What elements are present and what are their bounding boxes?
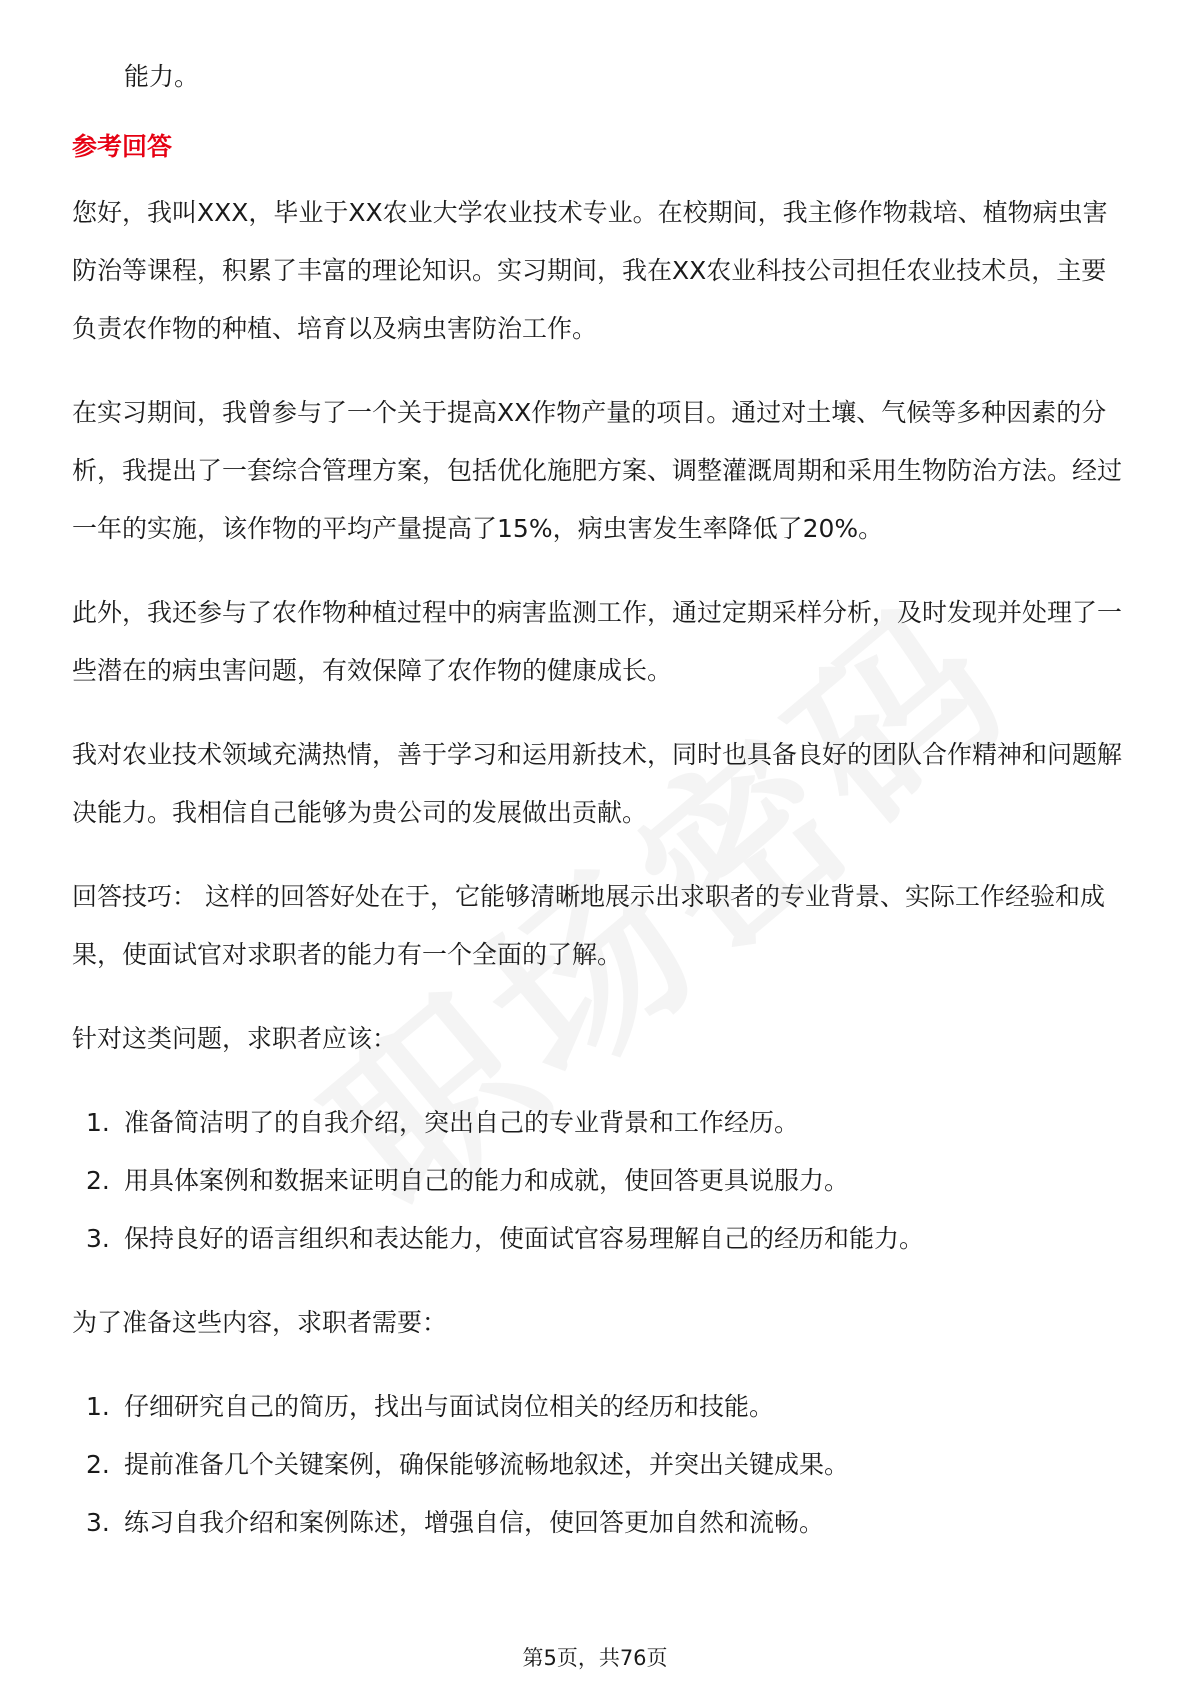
continued-text: 能力。 [124,62,200,91]
list-text: 提前准备几个关键案例，确保能够流畅地叙述，并突出关键成果。 [124,1450,850,1479]
paragraph: 此外，我还参与了农作物种植过程中的病害监测工作，通过定期采样分析，及时发现并处理了一些潜在的病虫害问题，有效保障了农作物的健康成长。 [72,598,1123,685]
paragraph: 在实习期间，我曾参与了一个关于提高XX作物产量的项目。通过对土壤、气候等多种因素的分析，我提出了一套综合管理方案，包括优化施肥方案、调整灌溉周期和采用生物防治方法。经过一年的实施，该作物的平均产量提高了15%，病虫害发生率降低了20%。 [72,398,1123,543]
list-item [72,1094,1122,1152]
list-number: 3. [86,1508,110,1537]
list-intro: 为了准备这些内容，求职者需要： [72,1308,448,1337]
numbered-list [72,1378,1122,1552]
list-item [72,1210,1122,1268]
list-number: 1. [86,1392,110,1421]
list-item [72,1152,1122,1210]
list-number: 3. [86,1224,110,1253]
numbered-list [72,1094,1122,1268]
list-text: 保持良好的语言组织和表达能力，使面试官容易理解自己的经历和能力。 [124,1224,925,1253]
page-footer: 第5页，共76页 [522,1646,668,1670]
list-number: 2. [86,1166,110,1195]
tips-paragraph: 回答技巧： 这样的回答好处在于，它能够清晰地展示出求职者的专业背景、实际工作经验和成果，使面试官对求职者的能力有一个全面的了解。 [72,882,1105,969]
list-number: 2. [86,1450,110,1479]
list-text: 练习自我介绍和案例陈述，增强自信，使回答更加自然和流畅。 [124,1508,825,1537]
list-number: 1. [86,1108,110,1137]
list-text: 用具体案例和数据来证明自己的能力和成就，使回答更具说服力。 [124,1166,850,1195]
list-item [72,1494,1122,1552]
page-content [72,48,1122,1578]
list-text: 准备简洁明了的自我介绍，突出自己的专业背景和工作经历。 [124,1108,800,1137]
paragraph: 我对农业技术领域充满热情，善于学习和运用新技术，同时也具备良好的团队合作精神和问题解决能力。我相信自己能够为贵公司的发展做出贡献。 [72,740,1123,827]
section-title: 参考回答 [72,132,173,161]
paragraph: 您好，我叫XXX，毕业于XX农业大学农业技术专业。在校期间，我主修作物栽培、植物病虫害防治等课程，积累了丰富的理论知识。实习期间，我在XX农业科技公司担任农业技术员，主要负责农作物的种植、培育以及病虫害防治工作。 [72,198,1108,343]
list-item [72,1378,1122,1436]
list-intro: 针对这类问题，求职者应该： [72,1024,398,1053]
list-text: 仔细研究自己的简历，找出与面试岗位相关的经历和技能。 [124,1392,775,1421]
list-item [72,1436,1122,1494]
